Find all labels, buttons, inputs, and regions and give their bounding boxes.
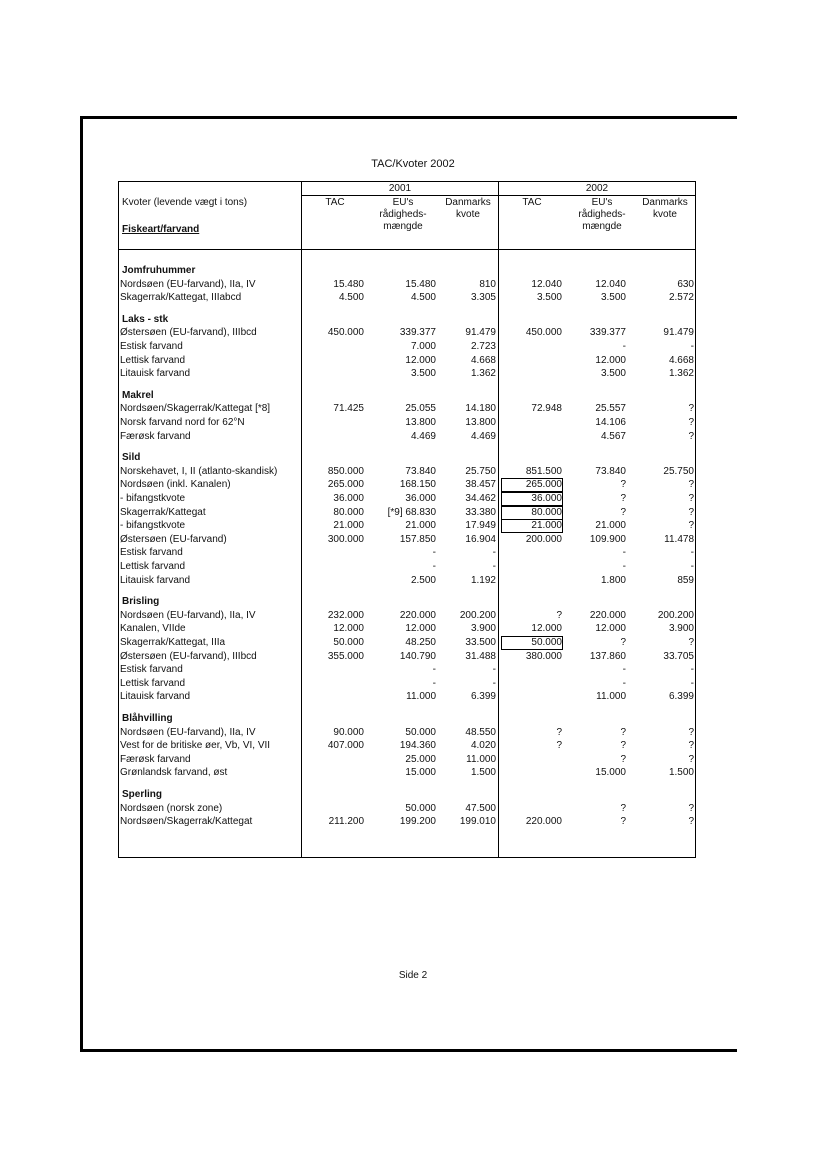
table-cell: 3.500 [600, 292, 626, 304]
table-cell: 3.500 [600, 368, 626, 380]
table-cell: 194.360 [399, 740, 436, 752]
table-cell: 36.000 [531, 493, 562, 504]
table-cell: - [492, 664, 496, 676]
table-cell: 3.500 [536, 292, 562, 304]
table-cell: 12.000 [333, 623, 364, 635]
table-cell: 50.000 [405, 726, 436, 738]
table-cell: 157.850 [399, 533, 436, 545]
table-cell: 339.377 [399, 327, 436, 339]
table-cell: - [432, 677, 436, 689]
table-cell: 300.000 [327, 533, 364, 545]
table-border [118, 181, 119, 858]
table-cell: 13.800 [405, 417, 436, 428]
table-cell: 199.200 [399, 816, 436, 828]
table-cell: - [432, 561, 436, 572]
table-cell: 90.000 [333, 726, 364, 738]
table-cell: ? [620, 637, 626, 648]
table-cell: 200.000 [525, 533, 562, 545]
header-eu-2001-line2: rådigheds- [379, 209, 427, 220]
table-cell: ? [688, 493, 694, 504]
header-tac-2001: TAC [325, 197, 345, 208]
table-cell: 72.948 [531, 403, 562, 415]
table-cell: 33.500 [465, 637, 496, 648]
table-cell: 13.800 [465, 417, 496, 428]
table-cell: 7.000 [410, 341, 436, 352]
table-cell: ? [556, 609, 562, 621]
table-cell: - [432, 664, 436, 676]
column-label-quotas: Kvoter (levende vægt i tons) [122, 197, 248, 208]
table-cell: 1.500 [668, 767, 694, 779]
row-label: Østersøen (EU-farvand), IIIbcd [120, 650, 257, 662]
table-cell: 407.000 [327, 740, 364, 752]
highlight-box [501, 636, 563, 650]
table-cell: - [622, 664, 626, 676]
table-cell: 2.572 [668, 292, 694, 304]
row-label: Nordsøen (EU-farvand), IIa, IV [120, 609, 256, 621]
table-border [118, 181, 696, 182]
header-rule [301, 195, 696, 196]
header-dk-2002-line1: Danmarks [642, 197, 688, 208]
highlight-box [501, 519, 563, 533]
document-title: TAC/Kvoter 2002 [371, 158, 455, 170]
table-cell: 140.790 [399, 650, 436, 662]
table-cell: - [432, 547, 436, 559]
table-cell: 21.000 [531, 520, 562, 532]
table-cell: 859 [677, 574, 694, 586]
section-heading: Sild [122, 452, 141, 464]
table-cell: ? [688, 637, 694, 648]
table-cell: ? [620, 753, 626, 765]
table-cell: ? [688, 740, 694, 752]
table-cell: - [690, 341, 694, 352]
header-dk-2001-line2: kvote [456, 209, 480, 220]
table-cell: 6.399 [668, 691, 694, 703]
row-label: Skagerrak/Kattegat, IIIa [120, 637, 226, 648]
highlight-box [501, 506, 563, 520]
table-cell: 2.723 [470, 341, 496, 352]
table-cell: ? [688, 520, 694, 532]
table-cell: 17.949 [465, 520, 496, 532]
table-cell: 339.377 [589, 327, 626, 339]
table-cell: 630 [677, 278, 694, 290]
row-label: Litauisk farvand [120, 574, 191, 586]
table-cell: 12.000 [405, 623, 436, 635]
table-cell: 810 [479, 278, 496, 290]
table-cell: 48.250 [405, 637, 436, 648]
table-cell: 851.500 [525, 465, 562, 477]
table-cell: ? [688, 479, 694, 491]
table-cell: 220.000 [399, 609, 436, 621]
table-cell: 31.488 [465, 650, 496, 662]
table-cell: 21.000 [595, 520, 626, 532]
table-cell: ? [688, 417, 694, 428]
table-cell: 25.750 [465, 465, 496, 477]
table-cell: 12.000 [595, 623, 626, 635]
table-cell: 2.500 [410, 574, 436, 586]
table-cell: - [492, 561, 496, 572]
table-cell: 25.750 [663, 465, 694, 477]
row-label: Nordsøen/Skagerrak/Kattegat [*8] [120, 403, 271, 415]
table-cell: 36.000 [333, 493, 364, 504]
section-heading: Makrel [122, 389, 154, 401]
table-cell: 4.500 [338, 292, 364, 304]
year-2002: 2002 [585, 183, 609, 194]
header-eu-2001-line1: EU's [392, 197, 414, 208]
highlight-box [501, 492, 563, 506]
table-cell: - [622, 561, 626, 572]
table-cell: 48.550 [465, 726, 496, 738]
table-cell: 14.106 [595, 417, 626, 428]
table-cell: ? [620, 816, 626, 828]
header-dk-2002-line2: kvote [653, 209, 677, 220]
row-label: Skagerrak/Kattegat [120, 506, 206, 518]
table-cell: 47.500 [465, 802, 496, 814]
table-cell: 25.055 [405, 403, 436, 415]
table-cell: 91.479 [465, 327, 496, 339]
row-label: Vest for de britiske øer, Vb, VI, VII [120, 740, 271, 752]
row-label: Estisk farvand [120, 664, 183, 676]
row-label: Litauisk farvand [120, 368, 191, 380]
table-cell: - [622, 547, 626, 559]
table-cell: 6.399 [470, 691, 496, 703]
header-eu-2001-line3: mængde [383, 221, 423, 232]
row-label: Nordsøen (norsk zone) [120, 802, 223, 814]
row-label: Grønlandsk farvand, øst [120, 767, 228, 779]
table-border [118, 857, 696, 858]
table-cell: ? [620, 802, 626, 814]
page-number: Side 2 [398, 970, 428, 981]
row-label: Lettisk farvand [120, 561, 186, 572]
table-cell: 80.000 [531, 506, 562, 518]
table-cell: 12.000 [405, 354, 436, 366]
table-cell: 3.305 [470, 292, 496, 304]
highlight-box [501, 478, 563, 492]
table-cell: 200.200 [459, 609, 496, 621]
row-label: Lettisk farvand [120, 354, 186, 366]
table-cell: 80.000 [333, 506, 364, 518]
table-cell: 265.000 [525, 479, 562, 491]
table-cell: 15.480 [333, 278, 364, 290]
table-cell: 12.040 [595, 278, 626, 290]
table-cell: 25.557 [595, 403, 626, 415]
table-cell: 15.000 [405, 767, 436, 779]
table-cell: 1.800 [600, 574, 626, 586]
table-cell: ? [688, 430, 694, 442]
table-cell: 199.010 [459, 816, 496, 828]
table-cell: - [622, 341, 626, 352]
table-cell: 11.478 [664, 533, 694, 545]
table-cell: 50.000 [405, 802, 436, 814]
row-label: Estisk farvand [120, 341, 183, 352]
table-cell: 11.000 [406, 691, 436, 703]
table-cell: 211.200 [328, 816, 364, 828]
row-label: Østersøen (EU-farvand), IIIbcd [120, 327, 257, 339]
row-label: Færøsk farvand [120, 753, 191, 765]
table-cell: 14.180 [465, 403, 496, 415]
row-label: - bifangstkvote [120, 520, 186, 532]
table-cell: 91.479 [663, 327, 694, 339]
section-heading: Laks - stk [122, 313, 169, 325]
table-cell: [*9] 68.830 [387, 506, 436, 518]
row-label: Lettisk farvand [120, 677, 186, 689]
row-label: Litauisk farvand [120, 691, 191, 703]
table-cell: 4.668 [668, 354, 694, 366]
table-cell: ? [688, 726, 694, 738]
table-cell: 4.500 [410, 292, 436, 304]
table-cell: - [622, 677, 626, 689]
table-cell: 15.000 [595, 767, 626, 779]
row-label: Estisk farvand [120, 547, 183, 559]
table-cell: ? [556, 740, 562, 752]
table-cell: 33.705 [663, 650, 694, 662]
table-cell: 71.425 [333, 403, 364, 415]
table-cell: ? [688, 802, 694, 814]
table-cell: 25.000 [405, 753, 436, 765]
table-cell: 450.000 [327, 327, 364, 339]
table-cell: 850.000 [327, 465, 364, 477]
row-label: Nordsøen (EU-farvand), IIa, IV [120, 278, 256, 290]
row-label: Norsk farvand nord for 62°N [120, 417, 245, 428]
table-cell: - [492, 547, 496, 559]
table-cell: 4.567 [600, 430, 626, 442]
table-cell: 11.000 [596, 691, 626, 703]
table-cell: 12.000 [531, 623, 562, 635]
table-cell: 36.000 [405, 493, 436, 504]
table-cell: 33.380 [465, 506, 496, 518]
table-cell: 73.840 [595, 465, 626, 477]
table-cell: 220.000 [525, 816, 562, 828]
table-cell: - [690, 547, 694, 559]
table-cell: 200.200 [657, 609, 694, 621]
table-cell: 21.000 [405, 520, 436, 532]
table-cell: - [690, 677, 694, 689]
quota-table [118, 181, 696, 858]
table-cell: ? [620, 726, 626, 738]
row-label: Norskehavet, I, II (atlanto-skandisk) [120, 465, 278, 477]
table-cell: 15.480 [405, 278, 436, 290]
row-label: Nordsøen (inkl. Kanalen) [120, 479, 231, 491]
table-cell: 50.000 [531, 637, 562, 648]
table-cell: ? [688, 816, 694, 828]
section-heading: Blåhvilling [122, 713, 173, 724]
table-cell: ? [688, 403, 694, 415]
row-label: Nordsøen/Skagerrak/Kattegat [120, 816, 253, 828]
table-cell: 12.000 [595, 354, 626, 366]
table-cell: ? [620, 740, 626, 752]
section-heading: Jomfruhummer [122, 265, 196, 276]
row-label: Nordsøen (EU-farvand), IIa, IV [120, 726, 256, 738]
table-cell: 232.000 [327, 609, 364, 621]
header-eu-2002-line1: EU's [591, 197, 613, 208]
table-cell: 1.362 [668, 368, 694, 380]
section-heading: Brisling [122, 596, 160, 608]
table-cell: ? [620, 506, 626, 518]
table-cell: 265.000 [327, 479, 364, 491]
table-cell: 4.469 [410, 430, 436, 442]
table-cell: 34.462 [465, 493, 496, 504]
table-cell: 109.900 [589, 533, 626, 545]
table-cell: ? [620, 493, 626, 504]
table-cell: 3.900 [470, 623, 496, 635]
table-cell: 38.457 [465, 479, 496, 491]
table-cell: 73.840 [405, 465, 436, 477]
year-2001: 2001 [388, 183, 412, 194]
table-cell: ? [620, 479, 626, 491]
table-cell: 16.904 [465, 533, 496, 545]
table-cell: 380.000 [525, 650, 562, 662]
table-cell: 220.000 [589, 609, 626, 621]
table-cell: 1.362 [470, 368, 496, 380]
table-cell: 137.860 [589, 650, 626, 662]
table-cell: ? [688, 753, 694, 765]
row-label: Østersøen (EU-farvand) [120, 533, 227, 545]
table-cell: 3.500 [410, 368, 436, 380]
table-cell: 4.469 [470, 430, 496, 442]
table-cell: - [492, 677, 496, 689]
table-cell: 450.000 [525, 327, 562, 339]
header-rule [118, 249, 696, 250]
table-cell: 11.000 [466, 753, 496, 765]
table-cell: - [690, 561, 694, 572]
table-cell: 1.500 [470, 767, 496, 779]
row-label: - bifangstkvote [120, 493, 186, 504]
column-divider [498, 181, 499, 858]
table-cell: - [690, 664, 694, 676]
table-cell: ? [556, 726, 562, 738]
table-cell: 21.000 [333, 520, 364, 532]
section-heading: Sperling [122, 789, 163, 800]
table-cell: 355.000 [327, 650, 364, 662]
table-cell: 168.150 [399, 479, 436, 491]
column-label-species: Fiskeart/farvand [122, 224, 200, 235]
table-border [695, 181, 696, 858]
row-label: Færøsk farvand [120, 430, 191, 442]
table-cell: 3.900 [668, 623, 694, 635]
header-eu-2002-line3: mængde [582, 221, 622, 232]
table-cell: ? [688, 506, 694, 518]
table-cell: 4.020 [470, 740, 496, 752]
row-label: Kanalen, VIIde [120, 623, 186, 635]
header-tac-2002: TAC [522, 197, 542, 208]
table-cell: 12.040 [531, 278, 562, 290]
header-dk-2001-line1: Danmarks [445, 197, 491, 208]
header-eu-2002-line2: rådigheds- [578, 209, 626, 220]
table-cell: 1.192 [470, 574, 496, 586]
table-cell: 50.000 [333, 637, 364, 648]
row-label: Skagerrak/Kattegat, IIIabcd [120, 292, 242, 304]
table-cell: 4.668 [470, 354, 496, 366]
